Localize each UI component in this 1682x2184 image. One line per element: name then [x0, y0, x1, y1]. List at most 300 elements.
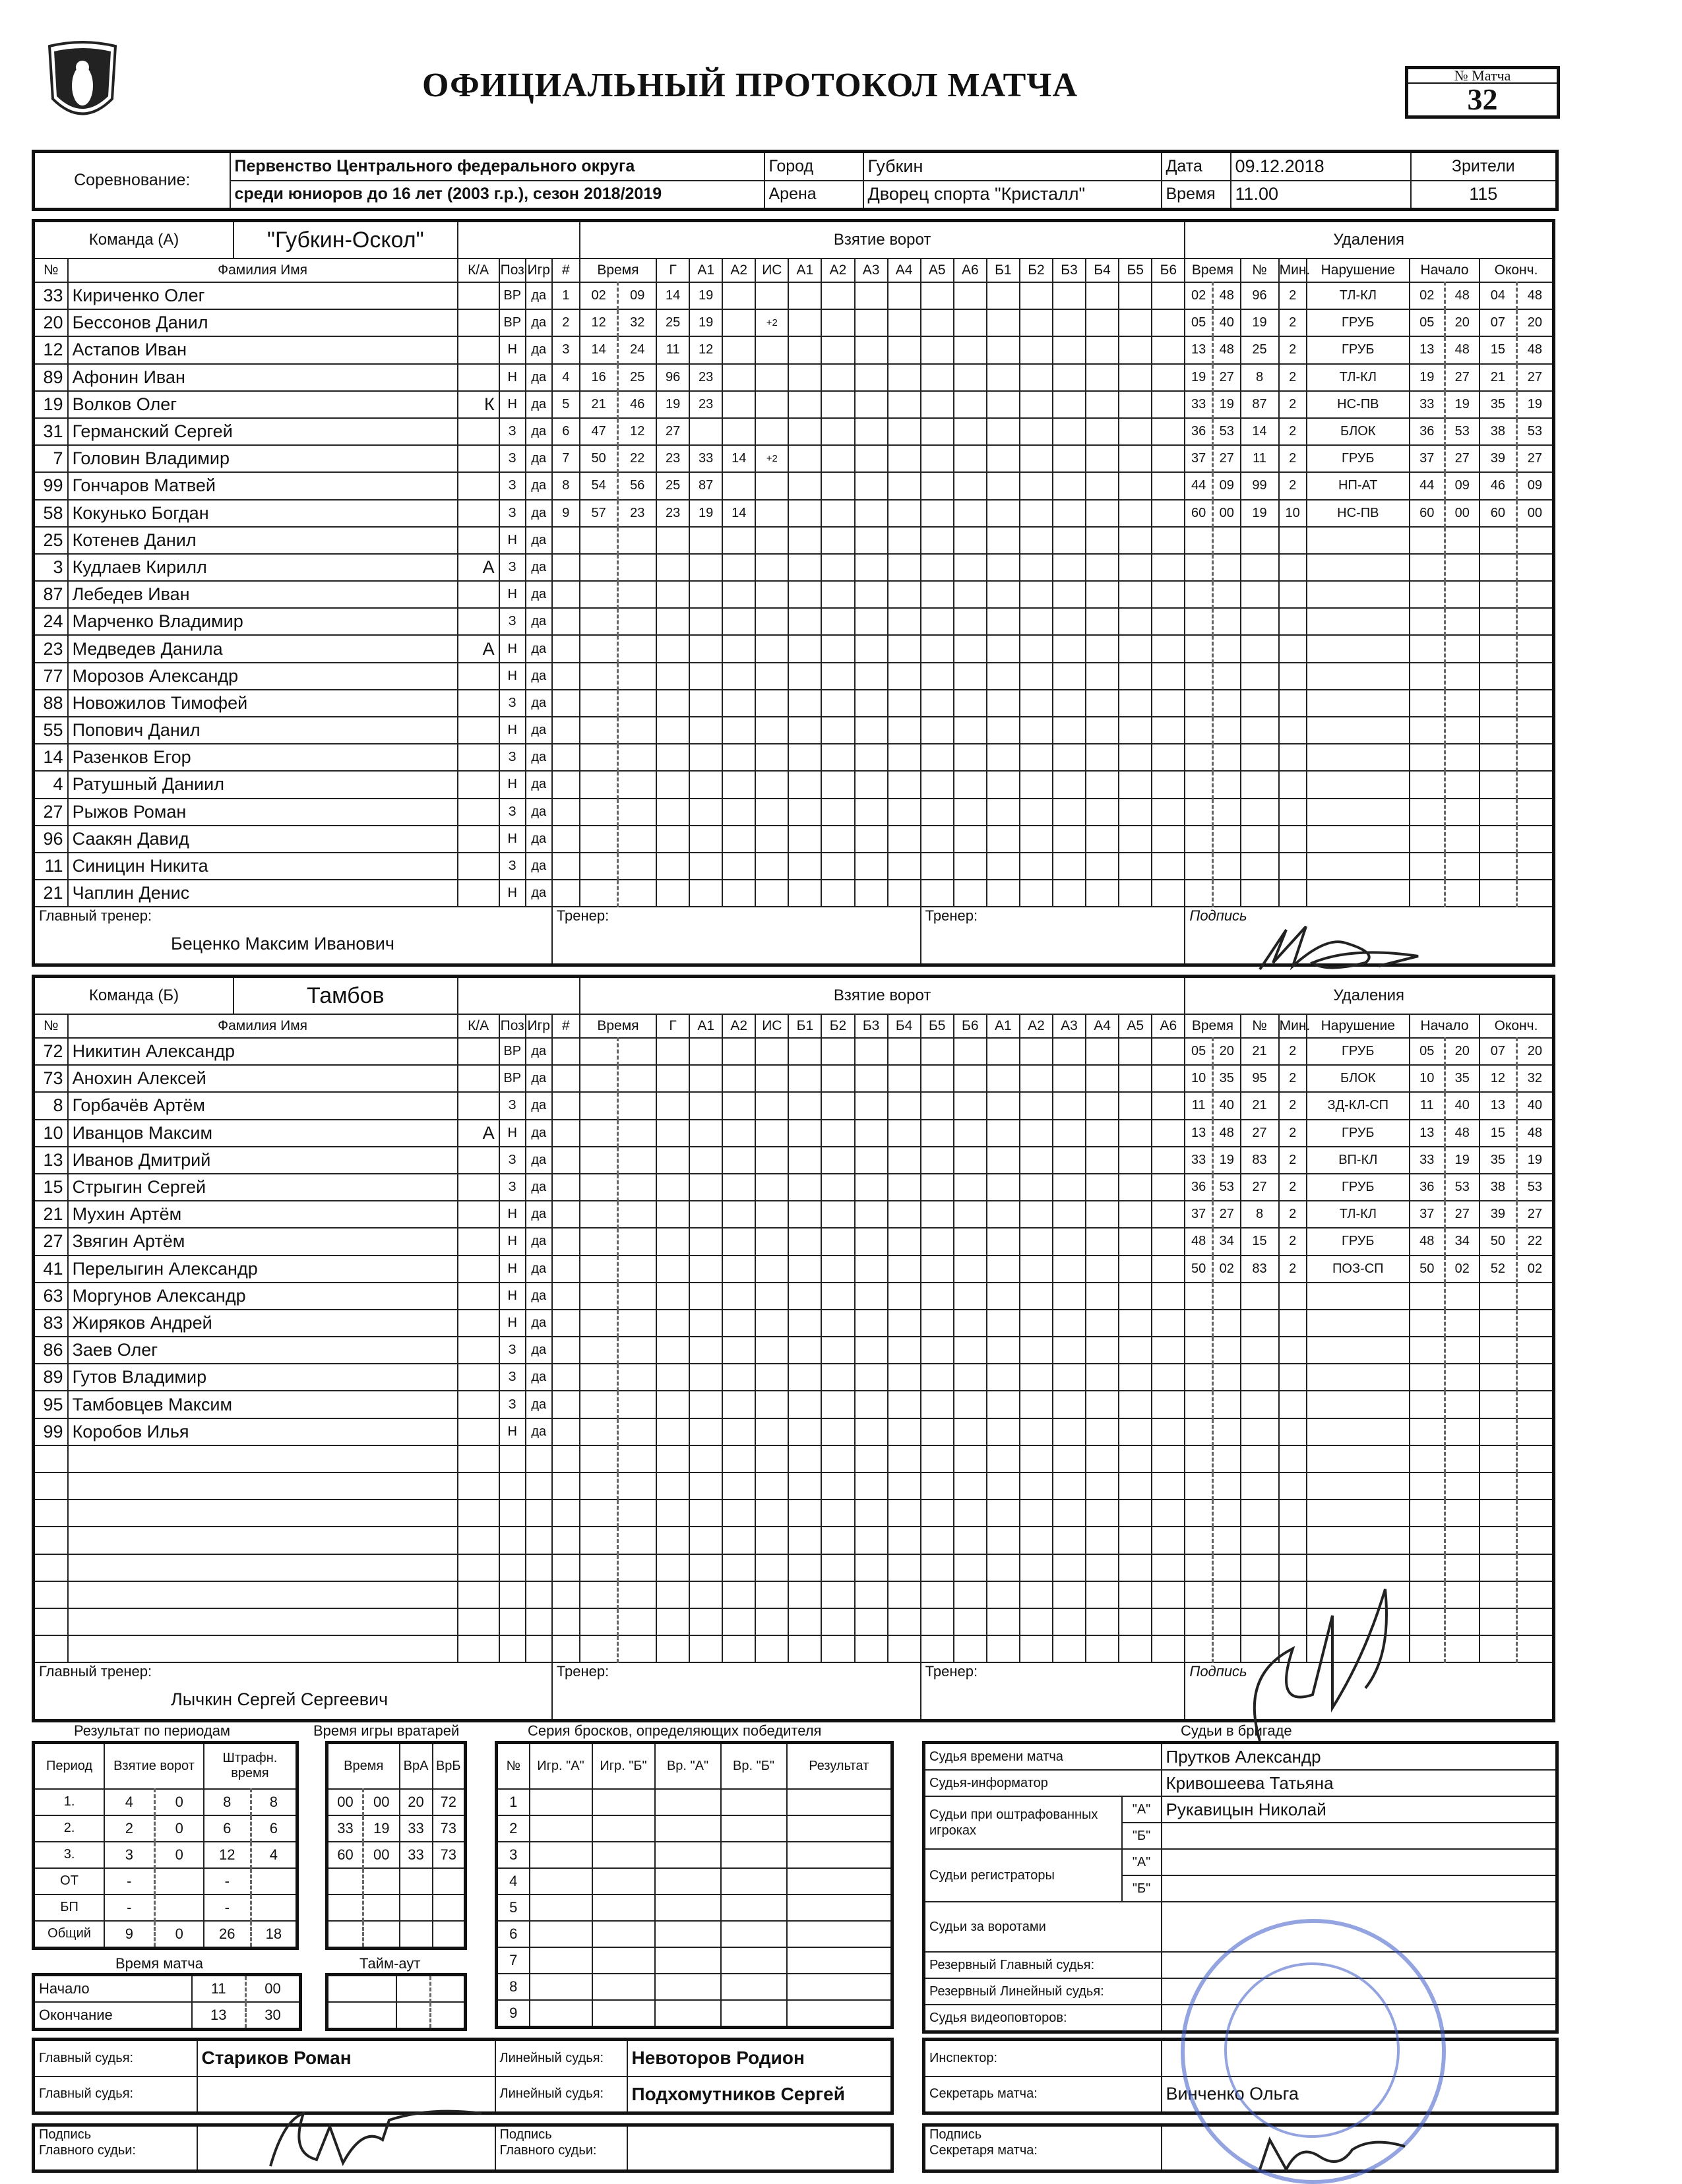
on-ice-cell — [987, 1472, 1020, 1500]
penalty-start-sec — [1445, 717, 1480, 744]
on-ice-cell — [855, 1092, 888, 1119]
period-pim-a: 8 — [204, 1789, 251, 1815]
period-pim-b — [251, 1868, 297, 1895]
shootout-cell — [592, 1842, 655, 1868]
shootout-number: 7 — [497, 1947, 530, 1974]
on-ice-cell — [855, 717, 888, 744]
on-ice-col-А4: А4 — [1086, 1014, 1119, 1038]
on-ice-cell — [1020, 1228, 1053, 1255]
goal-time-min — [580, 1554, 618, 1581]
on-ice-cell — [1053, 309, 1086, 336]
goalie-a: 33 — [400, 1842, 433, 1868]
penalty-player: 8 — [1241, 364, 1279, 391]
goalie-a — [400, 1868, 433, 1895]
penalty-start-min — [1410, 635, 1445, 662]
penalties-title: Удаления — [1185, 977, 1553, 1015]
player-ka — [458, 1228, 499, 1255]
goal-time-sec — [618, 554, 656, 581]
penalty-time-min: 33 — [1185, 1147, 1212, 1174]
on-ice-cell — [987, 1228, 1020, 1255]
shootout-cell — [655, 2000, 721, 2028]
penalty-start-sec: 48 — [1445, 336, 1480, 363]
on-ice-cell — [1119, 1065, 1152, 1092]
penalty-time-sec: 27 — [1212, 1201, 1240, 1228]
player-number: 4 — [34, 771, 68, 798]
shootout-title: Серия бросков, определяющих победителя — [528, 1722, 822, 1739]
goal-scorer — [656, 581, 689, 608]
on-ice-cell — [888, 364, 921, 391]
on-ice-cell — [1053, 1608, 1086, 1635]
player-position: З — [499, 1364, 526, 1391]
goalies-col-a: ВрА — [400, 1743, 433, 1789]
timeout-cell — [431, 1975, 466, 2003]
goal-number — [552, 1581, 580, 1608]
on-ice-cell — [1020, 744, 1053, 771]
on-ice-cell — [888, 1527, 921, 1554]
player-position: Н — [499, 1201, 526, 1228]
on-ice-cell — [921, 1418, 954, 1445]
goal-scorer: 14 — [656, 282, 689, 309]
goal-number — [552, 527, 580, 554]
penalty-end-sec: 27 — [1516, 445, 1553, 472]
penalty-time-sec: 48 — [1212, 282, 1240, 309]
on-ice-cell — [921, 500, 954, 527]
on-ice-cell — [1152, 1581, 1185, 1608]
shootout-number: 8 — [497, 1974, 530, 2000]
penalty-start-min — [1410, 853, 1445, 880]
on-ice-cell — [1020, 1500, 1053, 1527]
on-ice-cell — [788, 1337, 821, 1364]
competition-label: Соревнование: — [34, 152, 230, 210]
goal-time-min — [580, 1500, 618, 1527]
on-ice-cell — [1086, 309, 1119, 336]
goalie-time-min — [327, 1921, 363, 1949]
player-number — [34, 1635, 68, 1662]
on-ice-cell — [987, 418, 1020, 445]
player-position: Н — [499, 635, 526, 662]
shootout-col-goalie-a: Вр. "А" — [655, 1743, 721, 1789]
goal-number — [552, 1120, 580, 1147]
informer-label: Судья-информатор — [924, 1770, 1162, 1796]
penalty-time-sec: 19 — [1212, 1147, 1240, 1174]
team-header-spacer — [458, 977, 580, 1015]
goal-assist-1 — [689, 554, 722, 581]
penalty-violation — [1307, 1310, 1410, 1337]
goal-scorer — [656, 826, 689, 853]
player-position: ВР — [499, 1038, 526, 1065]
goal-assist-2 — [722, 1147, 755, 1174]
on-ice-cell — [954, 880, 987, 907]
on-ice-cell — [821, 1445, 854, 1472]
penalty-minutes — [1279, 1337, 1307, 1364]
player-ka — [458, 1065, 499, 1092]
col-name: Фамилия Имя — [68, 1014, 458, 1038]
player-row — [34, 1364, 1554, 1391]
goal-number — [552, 1174, 580, 1201]
player-played: да — [526, 418, 552, 445]
goal-time-min — [580, 771, 618, 798]
player-ka — [458, 1527, 499, 1554]
penalty-minutes: 2 — [1279, 1038, 1307, 1065]
player-played: да — [526, 880, 552, 907]
goal-assist-1 — [689, 1554, 722, 1581]
on-ice-cell — [954, 1445, 987, 1472]
pen-col-violation: Нарушение — [1307, 258, 1410, 282]
on-ice-cell — [788, 309, 821, 336]
player-number: 21 — [34, 880, 68, 907]
penalty-start-sec: 02 — [1445, 1256, 1480, 1283]
on-ice-cell — [821, 336, 854, 363]
on-ice-cell — [1119, 391, 1152, 418]
on-ice-cell — [1119, 336, 1152, 363]
on-ice-cell — [821, 853, 854, 880]
on-ice-cell — [987, 853, 1020, 880]
on-ice-cell — [788, 799, 821, 826]
video-judge-label: Судья видеоповторов: — [924, 2005, 1162, 2032]
goal-number: 7 — [552, 445, 580, 472]
penalty-start-sec — [1445, 554, 1480, 581]
penalty-end-sec — [1516, 1310, 1553, 1337]
on-ice-cell — [821, 1092, 854, 1119]
player-number: 8 — [34, 1092, 68, 1119]
shootout-col-goalie-b: Вр. "Б" — [721, 1743, 787, 1789]
col-played: Игр — [526, 1014, 552, 1038]
on-ice-cell — [855, 581, 888, 608]
penalty-end-sec — [1516, 1391, 1553, 1418]
col-g: Г — [656, 1014, 689, 1038]
shootout-number: 9 — [497, 2000, 530, 2028]
on-ice-cell — [855, 418, 888, 445]
player-ka: А — [458, 635, 499, 662]
on-ice-cell — [1086, 690, 1119, 717]
on-ice-cell — [1086, 418, 1119, 445]
penalty-end-min: 15 — [1480, 1120, 1516, 1147]
goal-assist-1 — [689, 1310, 722, 1337]
goalie-b — [433, 1868, 466, 1895]
player-row — [34, 799, 1554, 826]
on-ice-cell — [954, 1337, 987, 1364]
on-ice-cell — [821, 1608, 854, 1635]
goal-assist-1 — [689, 1201, 722, 1228]
player-name: Гончаров Матвей — [68, 472, 458, 499]
goal-number — [552, 1065, 580, 1092]
player-row — [34, 1283, 1554, 1310]
player-name — [68, 1527, 458, 1554]
player-number: 96 — [34, 826, 68, 853]
period-pim-a: 12 — [204, 1842, 251, 1868]
penalty-violation: ПОЗ-СП — [1307, 1256, 1410, 1283]
goal-assist-2 — [722, 1635, 755, 1662]
on-ice-cell — [987, 663, 1020, 690]
player-ka — [458, 445, 499, 472]
penalty-violation — [1307, 1500, 1410, 1527]
player-played: да — [526, 1256, 552, 1283]
on-ice-cell — [1086, 1038, 1119, 1065]
penalty-end-sec: 32 — [1516, 1065, 1553, 1092]
on-ice-cell — [888, 1472, 921, 1500]
penalty-end-sec: 48 — [1516, 282, 1553, 309]
penalty-time-sec — [1212, 554, 1240, 581]
penalty-end-min: 04 — [1480, 282, 1516, 309]
goalie-row — [327, 1815, 466, 1842]
penalty-time-sec: 34 — [1212, 1228, 1240, 1255]
on-ice-cell — [788, 527, 821, 554]
on-ice-cell — [788, 1500, 821, 1527]
goal-time-sec — [618, 1418, 656, 1445]
on-ice-cell — [1152, 635, 1185, 662]
goal-situation — [755, 1581, 788, 1608]
on-ice-col-А1: А1 — [987, 1014, 1020, 1038]
pen-col-no: № — [1241, 1014, 1279, 1038]
on-ice-cell — [788, 1554, 821, 1581]
on-ice-cell — [1152, 1228, 1185, 1255]
on-ice-cell — [1086, 1310, 1119, 1337]
spectators-value: 115 — [1411, 181, 1557, 210]
on-ice-cell — [954, 1391, 987, 1418]
penalty-start-min — [1410, 744, 1445, 771]
penalty-start-min — [1410, 1283, 1445, 1310]
player-number — [34, 1472, 68, 1500]
on-ice-cell — [1020, 853, 1053, 880]
col-no: № — [34, 1014, 68, 1038]
goal-assist-2: 14 — [722, 445, 755, 472]
penalty-time-sec: 40 — [1212, 1092, 1240, 1119]
on-ice-cell — [1119, 527, 1152, 554]
goal-time-sec — [618, 799, 656, 826]
goal-assist-1: 12 — [689, 336, 722, 363]
on-ice-cell — [888, 1228, 921, 1255]
goal-assist-1: 19 — [689, 282, 722, 309]
player-name — [68, 1554, 458, 1581]
penalty-player — [1241, 581, 1279, 608]
penalty-time-min — [1185, 690, 1212, 717]
player-position — [499, 1472, 526, 1500]
goal-situation — [755, 1283, 788, 1310]
goal-situation — [755, 744, 788, 771]
penalty-player — [1241, 1527, 1279, 1554]
player-played: да — [526, 554, 552, 581]
goalie-b: 73 — [433, 1842, 466, 1868]
player-name: Рыжов Роман — [68, 799, 458, 826]
goal-situation — [755, 1337, 788, 1364]
on-ice-cell — [954, 418, 987, 445]
penalty-end-min — [1480, 1283, 1516, 1310]
penalty-end-sec: 22 — [1516, 1228, 1553, 1255]
goal-assist-1 — [689, 1147, 722, 1174]
goal-scorer: 11 — [656, 336, 689, 363]
penalty-violation — [1307, 1527, 1410, 1554]
penalty-time-min: 33 — [1185, 391, 1212, 418]
on-ice-cell — [1053, 1147, 1086, 1174]
player-name: Головин Владимир — [68, 445, 458, 472]
goal-assist-1: 23 — [689, 364, 722, 391]
penalty-time-sec: 53 — [1212, 418, 1240, 445]
pen-col-no: № — [1241, 258, 1279, 282]
goal-scorer: 19 — [656, 391, 689, 418]
penalty-time-sec — [1212, 771, 1240, 798]
goal-number — [552, 1283, 580, 1310]
player-name — [68, 1500, 458, 1527]
match-number-label: № Матча — [1408, 69, 1557, 84]
goal-scorer — [656, 1038, 689, 1065]
goal-number — [552, 1147, 580, 1174]
goal-time-min — [580, 1445, 618, 1472]
city-value: Губкин — [863, 152, 1162, 181]
player-row — [34, 1147, 1554, 1174]
on-ice-cell — [1020, 663, 1053, 690]
player-position: З — [499, 472, 526, 499]
on-ice-cell — [921, 472, 954, 499]
goal-time-sec — [618, 1201, 656, 1228]
shootout-cell — [530, 1947, 592, 1974]
on-ice-cell — [1020, 309, 1053, 336]
on-ice-cell — [1053, 1283, 1086, 1310]
shootout-col-player-a: Игр. "А" — [530, 1743, 592, 1789]
head-referee-label: Главный судья: — [34, 2040, 197, 2077]
penalty-time-min — [1185, 880, 1212, 907]
player-ka — [458, 608, 499, 635]
on-ice-cell — [954, 1201, 987, 1228]
penalty-violation — [1307, 717, 1410, 744]
on-ice-cell — [1020, 771, 1053, 798]
penalty-violation — [1307, 880, 1410, 907]
goal-situation — [755, 1418, 788, 1445]
player-played: да — [526, 527, 552, 554]
on-ice-cell — [1119, 1120, 1152, 1147]
player-row — [34, 1391, 1554, 1418]
on-ice-cell — [1053, 1527, 1086, 1554]
goal-situation — [755, 1391, 788, 1418]
on-ice-cell — [821, 1228, 854, 1255]
penalty-end-min: 07 — [1480, 309, 1516, 336]
on-ice-cell — [954, 527, 987, 554]
goal-scorer — [656, 1391, 689, 1418]
player-number: 23 — [34, 635, 68, 662]
player-number — [34, 1527, 68, 1554]
penalty-end-min: 15 — [1480, 336, 1516, 363]
on-ice-cell — [1053, 1337, 1086, 1364]
goal-assist-2 — [722, 1283, 755, 1310]
penalty-violation — [1307, 1337, 1410, 1364]
penalty-player: 25 — [1241, 336, 1279, 363]
on-ice-cell — [888, 1256, 921, 1283]
goal-time-sec — [618, 1092, 656, 1119]
on-ice-cell — [1119, 1201, 1152, 1228]
on-ice-cell — [987, 1554, 1020, 1581]
penalty-minutes: 2 — [1279, 364, 1307, 391]
on-ice-cell — [855, 1364, 888, 1391]
player-name: Иванов Дмитрий — [68, 1147, 458, 1174]
pen-col-min: Мин. — [1279, 258, 1307, 282]
penalty-minutes — [1279, 1391, 1307, 1418]
on-ice-cell — [1152, 717, 1185, 744]
on-ice-cell — [821, 1147, 854, 1174]
goal-assist-2 — [722, 1228, 755, 1255]
on-ice-cell — [1119, 1092, 1152, 1119]
goal-number — [552, 799, 580, 826]
penalty-end-min: 38 — [1480, 418, 1516, 445]
penalty-player — [1241, 799, 1279, 826]
penalty-end-sec — [1516, 1364, 1553, 1391]
col-a1: А1 — [689, 1014, 722, 1038]
goal-assist-1 — [689, 581, 722, 608]
penalty-player: 27 — [1241, 1120, 1279, 1147]
player-ka — [458, 364, 499, 391]
goal-situation — [755, 527, 788, 554]
shootout-row — [497, 1842, 892, 1868]
penalty-minutes: 2 — [1279, 1228, 1307, 1255]
on-ice-cell — [788, 1418, 821, 1445]
goal-situation — [755, 554, 788, 581]
penalty-player — [1241, 1391, 1279, 1418]
player-position: З — [499, 608, 526, 635]
on-ice-cell — [855, 1445, 888, 1472]
player-row — [34, 1418, 1554, 1445]
goal-assist-2 — [722, 1038, 755, 1065]
player-position: З — [499, 1147, 526, 1174]
on-ice-cell — [855, 690, 888, 717]
on-ice-cell — [987, 581, 1020, 608]
on-ice-cell — [1053, 717, 1086, 744]
penalty-start-sec — [1445, 690, 1480, 717]
on-ice-cell — [821, 663, 854, 690]
penalty-start-sec — [1445, 1581, 1480, 1608]
goal-assist-2 — [722, 1310, 755, 1337]
player-number: 99 — [34, 472, 68, 499]
goal-assist-1 — [689, 1391, 722, 1418]
penalty-minutes: 10 — [1279, 500, 1307, 527]
on-ice-cell — [888, 527, 921, 554]
on-ice-cell — [821, 282, 854, 309]
on-ice-cell — [888, 1337, 921, 1364]
goal-situation — [755, 581, 788, 608]
penalty-start-min: 36 — [1410, 418, 1445, 445]
on-ice-cell — [1086, 663, 1119, 690]
goal-assist-1 — [689, 1174, 722, 1201]
linesman-label: Линейный судья: — [495, 2040, 627, 2077]
head-coach-label: Главный тренер: — [39, 907, 152, 925]
goal-number — [552, 1038, 580, 1065]
goal-time-sec — [618, 1635, 656, 1662]
player-name: Новожилов Тимофей — [68, 690, 458, 717]
penalty-start-min — [1410, 771, 1445, 798]
penalty-end-sec — [1516, 1337, 1553, 1364]
match-number: 32 — [1467, 82, 1498, 116]
goal-time-min — [580, 1038, 618, 1065]
goalie-b: 72 — [433, 1789, 466, 1815]
penalty-start-min: 37 — [1410, 1201, 1445, 1228]
player-number: 41 — [34, 1256, 68, 1283]
penalty-time-sec: 19 — [1212, 391, 1240, 418]
penalty-start-min — [1410, 1337, 1445, 1364]
period-pim-b: 18 — [251, 1921, 297, 1949]
goal-time-min: 02 — [580, 282, 618, 309]
on-ice-col-А4: А4 — [888, 258, 921, 282]
on-ice-cell — [788, 391, 821, 418]
goal-situation — [755, 799, 788, 826]
on-ice-cell — [821, 1174, 854, 1201]
on-ice-cell — [1086, 1391, 1119, 1418]
period-goals-b: 0 — [154, 1789, 204, 1815]
head-referee-label: Главный судья: — [34, 2077, 197, 2113]
player-ka — [458, 581, 499, 608]
player-number — [34, 1500, 68, 1527]
goalie-row — [327, 1842, 466, 1868]
on-ice-cell — [855, 1391, 888, 1418]
player-ka — [458, 1554, 499, 1581]
goal-assist-1 — [689, 744, 722, 771]
coach-label: Тренер: — [556, 907, 609, 925]
